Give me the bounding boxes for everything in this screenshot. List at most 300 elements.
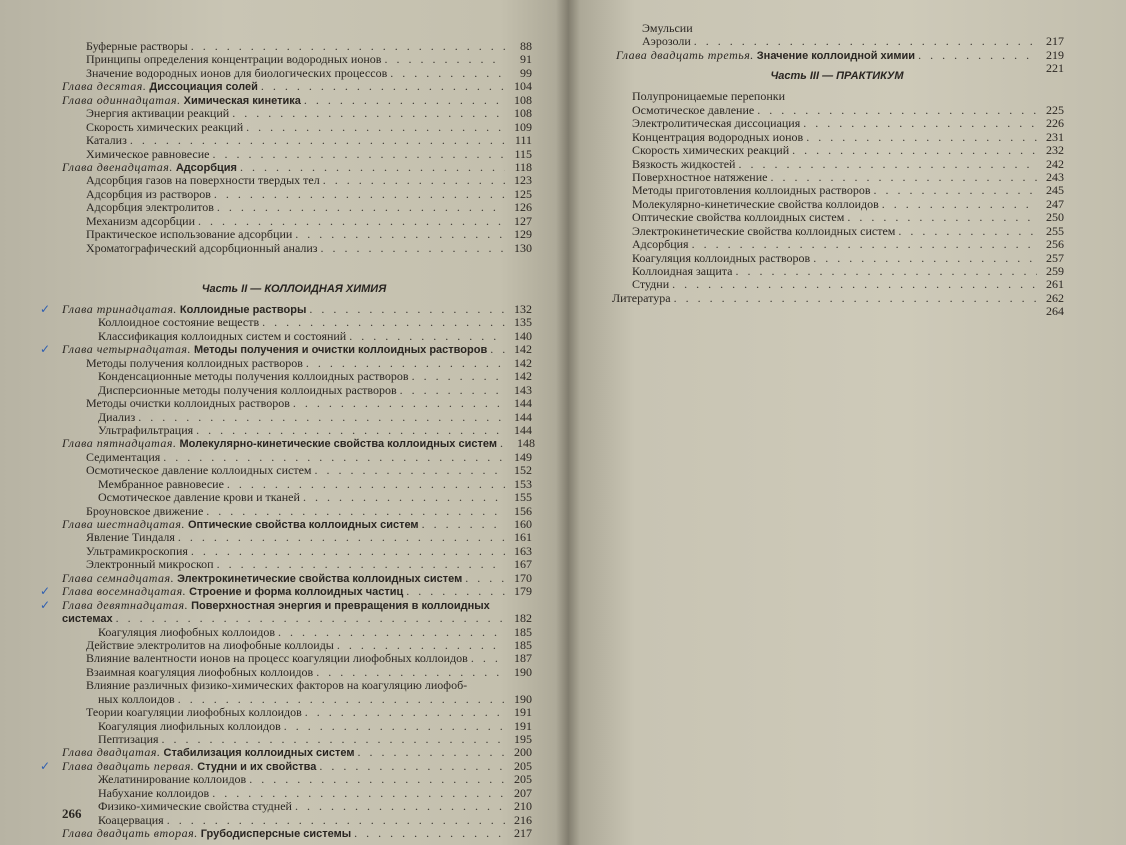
right-table-of-contents: [610, 22, 1064, 319]
toc-page-number: 190: [514, 664, 532, 679]
left-toc-section-part2: [40, 302, 535, 841]
toc-entry-title: Конденсационные методы получения коллоидных растворов: [98, 369, 409, 384]
toc-page-number: 143: [514, 382, 532, 397]
toc-entry[interactable]: [56, 451, 532, 464]
toc-chapter-title: [616, 49, 915, 63]
dot-leader: [321, 242, 505, 255]
toc-entry-title: Аэрозоли: [642, 34, 691, 49]
toc-page-number: 160: [514, 517, 532, 531]
toc-entry[interactable]: [56, 491, 532, 504]
toc-entry-title: Коацервация: [98, 812, 164, 827]
chapter-name: Оптические свойства коллоидных систем: [187, 519, 419, 531]
toc-entry-title: Методы получения коллоидных растворов: [86, 355, 303, 370]
toc-chapter-entry[interactable]: [40, 342, 532, 357]
toc-entry-title: Концентрация водородных ионов: [632, 129, 804, 144]
chapter-prefix: Глава шестнадцатая.: [62, 517, 185, 531]
toc-chapter-entry[interactable]: [40, 584, 532, 599]
toc-entry[interactable]: [56, 370, 532, 383]
toc-entry[interactable]: [56, 397, 532, 410]
chapter-name: Электрокинетические свойства коллоидных систем: [177, 572, 463, 585]
toc-entry[interactable]: [56, 107, 532, 120]
dot-leader: [217, 558, 505, 571]
toc-entry-title: Броуновское движение: [86, 503, 204, 518]
toc-page-number: 135: [514, 315, 532, 330]
dot-leader: [694, 35, 1037, 48]
dot-leader: [349, 330, 505, 343]
toc-page-number: 126: [514, 200, 532, 215]
toc-entry[interactable]: [610, 158, 1064, 171]
toc-entry-title: Действие электролитов на лиофобные коллоиды: [86, 637, 334, 652]
part2-heading: Часть II — КОЛЛОИДНАЯ ХИМИЯ: [201, 283, 387, 295]
toc-page-number: 163: [514, 543, 532, 558]
toc-entry-title: Осмотическое давление крови и тканей: [98, 490, 300, 505]
toc-chapter-entry[interactable]: [56, 94, 532, 107]
toc-page-number: 156: [514, 503, 532, 518]
toc-entry-title: Классификация коллоидных систем и состояний: [98, 328, 347, 343]
dot-leader: [692, 238, 1037, 251]
chapter-name: Химическая кинетика: [183, 94, 301, 107]
toc-chapter-entry[interactable]: [56, 827, 532, 840]
chapter-prefix: Глава семнадцатая.: [62, 570, 175, 585]
toc-page-number: 148: [516, 436, 535, 451]
toc-entry[interactable]: [610, 225, 1064, 238]
toc-entry-title: Влияние валентности ионов на процесс коагуляции лиофобных коллоидов: [86, 651, 468, 666]
dot-leader: [212, 787, 505, 800]
toc-page-number: 259: [1046, 264, 1064, 278]
toc-entry[interactable]: [56, 384, 532, 397]
toc-page-number: 161: [514, 530, 532, 545]
toc-entry-title: системах: [62, 613, 113, 626]
toc-entry[interactable]: [56, 148, 532, 161]
dot-leader: [304, 94, 505, 107]
toc-page-number: 144: [514, 396, 532, 411]
chapter-name: Молекулярно-кинетические свойства коллоидных систем: [179, 438, 497, 451]
dot-leader: [261, 80, 505, 93]
toc-page-number: 129: [514, 227, 532, 242]
dot-leader: [206, 505, 505, 518]
toc-chapter-entry[interactable]: [40, 758, 532, 773]
dot-leader: [167, 814, 505, 827]
toc-entry-title: Хроматографический адсорбционный анализ: [86, 240, 318, 255]
toc-page-number: 226: [1046, 116, 1064, 131]
toc-page-number: 245: [1046, 183, 1064, 198]
toc-entry[interactable]: [56, 330, 532, 343]
toc-entry-title: Мембранное равновесие: [98, 476, 224, 491]
chapter-name: Методы получения и очистки коллоидных растворов: [193, 344, 488, 357]
toc-page-number: 190: [514, 691, 532, 706]
toc-entry[interactable]: [610, 171, 1064, 184]
chapter-prefix: Глава тринадцатая.: [62, 302, 177, 316]
toc-page-number: 115: [514, 146, 532, 161]
toc-entry-title: Методы очистки коллоидных растворов: [86, 396, 290, 411]
toc-chapter-entry[interactable]: [56, 572, 532, 585]
toc-entry-title: Дисперсионные методы получения коллоидных растворов: [98, 382, 397, 397]
toc-entry[interactable]: [56, 357, 532, 370]
toc-page-number: 167: [514, 557, 532, 572]
toc-entry-title: Скорость химических реакций: [86, 119, 244, 134]
toc-entry[interactable]: [56, 720, 532, 733]
chapter-name: Грубодисперсные системы: [200, 828, 352, 841]
dot-leader: [918, 49, 1037, 62]
toc-page-number: 104: [514, 79, 532, 94]
toc-entry-title: ных коллоидов: [98, 691, 175, 706]
toc-page-number: 185: [514, 637, 532, 652]
part3-heading-row: [610, 62, 1064, 90]
part3-heading: Часть III — ПРАКТИКУМ: [770, 70, 904, 83]
dot-leader: [406, 585, 505, 598]
toc-page-number: 153: [514, 476, 532, 491]
dot-leader: [674, 292, 1037, 305]
dot-leader: [227, 478, 505, 491]
toc-page-number: 216: [514, 812, 532, 827]
dot-leader: [316, 666, 505, 679]
toc-entry-title: Скорость химических реакций: [632, 143, 790, 158]
toc-entry[interactable]: [56, 800, 532, 813]
toc-entry-title: Принципы определения концентрации водородных ионов: [86, 52, 382, 67]
dot-leader: [390, 67, 505, 80]
toc-entry[interactable]: [56, 706, 532, 719]
toc-page-number: 91: [520, 52, 532, 67]
toc-chapter-title: [62, 599, 490, 613]
toc-entry[interactable]: [610, 198, 1064, 211]
toc-entry[interactable]: [56, 531, 532, 544]
toc-page-number: 127: [514, 213, 532, 228]
toc-entry-title: Ультрафильтрация: [98, 422, 194, 437]
toc-page-number: 132: [514, 302, 532, 316]
toc-entry-title: Значение водородных ионов для биологических процессов: [86, 65, 388, 80]
toc-entry[interactable]: [56, 478, 532, 491]
dot-leader: [882, 198, 1037, 211]
toc-page-number: 219: [1046, 47, 1064, 62]
toc-chapter-entry[interactable]: [40, 302, 532, 316]
toc-entry[interactable]: [56, 411, 532, 424]
dot-leader: [471, 652, 505, 665]
toc-page-number: 210: [514, 799, 532, 814]
toc-page-number: 231: [1046, 129, 1064, 144]
dot-leader: [178, 531, 505, 544]
toc-entry[interactable]: [56, 733, 532, 746]
dot-leader: [354, 827, 505, 840]
toc-entry[interactable]: [56, 666, 532, 679]
toc-chapter-entry[interactable]: [56, 518, 532, 531]
toc-chapter-entry[interactable]: [56, 436, 535, 451]
dot-leader: [323, 174, 505, 187]
dot-leader: [500, 437, 508, 450]
left-table-of-contents: [40, 39, 535, 841]
dot-leader: [400, 384, 505, 397]
toc-entry-title: Коагуляция коллоидных растворов: [632, 250, 811, 265]
toc-chapter-entry[interactable]: [56, 80, 532, 93]
toc-entry-title: Методы приготовления коллоидных растворов: [632, 183, 871, 198]
chapter-prefix: Глава одиннадцатая.: [62, 92, 181, 107]
toc-entry[interactable]: [56, 505, 532, 518]
toc-entry-title: Пептизация: [98, 732, 159, 746]
dot-leader: [162, 733, 505, 746]
toc-entry-title: Явление Тиндаля: [86, 530, 175, 545]
dot-leader: [384, 53, 505, 66]
toc-chapter-entry[interactable]: [610, 49, 1064, 62]
toc-entry-title: Седиментация: [86, 449, 161, 464]
toc-chapter-entry[interactable]: [40, 597, 532, 612]
toc-entry[interactable]: [610, 104, 1064, 117]
dot-leader: [278, 626, 505, 639]
toc-page-number: 187: [514, 651, 532, 666]
toc-page-number: 264: [1046, 304, 1064, 319]
toc-entry[interactable]: [56, 693, 532, 706]
toc-page-number: 152: [514, 463, 532, 478]
toc-entry[interactable]: [56, 679, 532, 692]
toc-entry-title: Энергия активации реакций: [86, 106, 230, 121]
dot-leader: [319, 760, 505, 773]
dot-leader: [284, 720, 505, 733]
toc-entry-title: Набухание коллоидов: [98, 785, 210, 800]
toc-entry-title: Желатинирование коллоидов: [98, 772, 247, 787]
chapter-prefix: Глава двадцать вторая.: [62, 826, 198, 841]
toc-page-number: 140: [514, 328, 532, 343]
dot-leader: [303, 491, 505, 504]
toc-page-number: 217: [514, 826, 532, 841]
toc-page-number: 221: [1046, 61, 1064, 76]
toc-entry[interactable]: [610, 35, 1064, 48]
dot-leader: [130, 134, 505, 147]
dot-leader: [293, 397, 505, 410]
toc-page-number: 262: [1046, 290, 1064, 305]
dot-leader: [465, 572, 505, 585]
toc-entry[interactable]: [56, 773, 532, 786]
dot-leader: [422, 518, 505, 531]
toc-entry[interactable]: [56, 121, 532, 134]
toc-entry-title: Механизм адсорбции: [86, 213, 195, 228]
toc-page-number: 142: [514, 369, 532, 384]
toc-entry-title: Коагуляция лиофобных коллоидов: [98, 624, 276, 639]
toc-page-number: 155: [514, 490, 532, 505]
toc-entry-title: Коллоидное состояние веществ: [98, 315, 260, 330]
toc-entry[interactable]: [56, 814, 532, 827]
toc-entry-title: Адсорбция из растворов: [86, 186, 211, 201]
toc-entry[interactable]: [56, 639, 532, 652]
toc-entry[interactable]: [56, 201, 532, 214]
right-toc-section-top: [610, 22, 1064, 62]
toc-chapter-entry[interactable]: [56, 161, 532, 174]
toc-page-number: 179: [514, 584, 532, 599]
toc-entry[interactable]: [56, 67, 532, 80]
toc-entry-title: Вязкость жидкостей: [632, 156, 736, 171]
toc-entry[interactable]: [56, 53, 532, 66]
toc-page-number: 257: [1046, 250, 1064, 265]
toc-entry-title: Влияние различных физико-химических факторов на коагуляцию лиофоб-: [86, 678, 468, 693]
dot-leader: [306, 357, 505, 370]
toc-entry[interactable]: [56, 787, 532, 800]
toc-entry-title: Химическое равновесие: [86, 146, 210, 161]
toc-page-number: 243: [1046, 169, 1064, 184]
dot-leader: [116, 612, 505, 625]
toc-entry[interactable]: [56, 228, 532, 241]
toc-page-number: 144: [514, 422, 532, 437]
toc-page-number: 255: [1046, 223, 1064, 238]
toc-entry-title: Эмульсии: [642, 21, 693, 35]
toc-entry[interactable]: [610, 22, 1064, 35]
toc-entry[interactable]: [610, 265, 1064, 278]
toc-entry[interactable]: [56, 558, 532, 571]
dot-leader: [672, 278, 1037, 291]
toc-entry-title: Практическое использование адсорбции: [86, 227, 293, 242]
toc-page-number: 256: [1046, 237, 1064, 252]
dot-leader: [806, 131, 1037, 144]
chapter-name: Диссоциация солей: [149, 81, 258, 94]
page-number: 266: [62, 806, 82, 821]
toc-page-number: 109: [514, 119, 532, 134]
toc-entry[interactable]: [610, 90, 1064, 103]
toc-entry-title: Электрокинетические свойства коллоидных систем: [632, 223, 896, 238]
toc-entry-title: Адсорбция: [632, 237, 689, 252]
toc-entry-title: Студни: [632, 277, 670, 292]
toc-page-number: 200: [514, 745, 532, 760]
dot-leader: [249, 773, 505, 786]
toc-page-number: 182: [514, 611, 532, 626]
toc-page-number: 261: [1046, 277, 1064, 292]
toc-entry-title: Электронный микроскоп: [86, 557, 214, 572]
toc-chapter-title: [62, 827, 351, 841]
toc-entry[interactable]: [610, 131, 1064, 144]
toc-page-number: 118: [514, 159, 532, 174]
toc-page-number: 142: [514, 355, 532, 370]
dot-leader: [874, 184, 1037, 197]
toc-page-number: 170: [514, 570, 532, 585]
checkmark-icon: ✓: [40, 597, 51, 612]
dot-leader: [847, 211, 1037, 224]
dot-leader: [295, 228, 505, 241]
toc-entry[interactable]: [610, 144, 1064, 157]
dot-leader: [232, 107, 505, 120]
toc-entry[interactable]: [56, 215, 532, 228]
toc-entry[interactable]: [56, 316, 532, 329]
chapter-prefix: Глава десятая.: [62, 79, 147, 94]
dot-leader: [178, 693, 505, 706]
dot-leader: [138, 411, 505, 424]
toc-page-number: 225: [1046, 102, 1064, 117]
dot-leader: [213, 148, 506, 161]
dot-leader: [240, 161, 505, 174]
toc-page-number: 185: [514, 624, 532, 639]
toc-entry-title: Буферные растворы: [86, 39, 188, 53]
toc-entry-title: Адсорбция газов на поверхности твердых тел: [86, 173, 320, 188]
toc-entry-title: Адсорбция электролитов: [86, 200, 214, 215]
dot-leader: [309, 303, 505, 316]
toc-entry[interactable]: [56, 612, 532, 625]
toc-entry[interactable]: [56, 134, 532, 147]
toc-entry[interactable]: [610, 252, 1064, 265]
toc-entry[interactable]: [56, 242, 532, 255]
toc-chapter-entry[interactable]: [56, 746, 532, 759]
checkmark-icon: ✓: [40, 758, 51, 773]
toc-entry[interactable]: [56, 424, 532, 437]
toc-entry-title: Ультрамикроскопия: [86, 543, 188, 558]
checkmark-icon: ✓: [40, 302, 51, 316]
toc-entry[interactable]: [56, 652, 532, 665]
toc-entry[interactable]: [610, 184, 1064, 197]
dot-leader: [163, 451, 505, 464]
toc-entry[interactable]: [610, 278, 1064, 291]
dot-leader: [412, 370, 505, 383]
dot-leader: [315, 464, 506, 477]
toc-entry[interactable]: [56, 174, 532, 187]
toc-entry-title: Осмотическое давление коллоидных систем: [86, 463, 312, 478]
dot-leader: [295, 800, 505, 813]
toc-page-number: 108: [514, 92, 532, 107]
toc-page-number: 125: [514, 186, 532, 201]
toc-entry[interactable]: [56, 188, 532, 201]
dot-leader: [792, 144, 1037, 157]
toc-entry-title: Осмотическое давление: [632, 102, 755, 117]
toc-entry[interactable]: [56, 464, 532, 477]
toc-entry-title: Физико-химические свойства студней: [98, 799, 292, 814]
dot-leader: [214, 188, 505, 201]
toc-page-number: 207: [514, 785, 532, 800]
dot-leader: [803, 117, 1037, 130]
chapter-prefix: Глава двадцать третья.: [616, 47, 754, 62]
toc-page-number: 88: [520, 39, 532, 53]
chapter-prefix: Глава четырнадцатая.: [62, 342, 191, 357]
dot-leader: [262, 316, 505, 329]
dot-leader: [898, 225, 1037, 238]
dot-leader: [770, 171, 1037, 184]
toc-last-page-row: [610, 305, 1064, 318]
toc-entry[interactable]: [56, 40, 532, 53]
dot-leader: [813, 252, 1037, 265]
toc-page-number: 232: [1046, 143, 1064, 158]
dot-leader: [198, 215, 505, 228]
toc-entry[interactable]: [610, 238, 1064, 251]
toc-entry[interactable]: [610, 292, 1064, 305]
checkmark-icon: ✓: [40, 342, 51, 357]
toc-page-number: 205: [514, 772, 532, 787]
toc-entry-title: Диализ: [98, 409, 136, 424]
toc-page-number: 111: [514, 133, 532, 148]
chapter-name: Студни и их свойства: [197, 760, 317, 773]
dot-leader: [757, 104, 1037, 117]
dot-leader: [337, 639, 505, 652]
left-toc-section-top: [56, 40, 532, 255]
chapter-name: Стабилизация коллоидных систем: [163, 747, 355, 760]
chapter-prefix: Глава двадцатая.: [62, 745, 161, 760]
toc-page-number: 247: [1046, 196, 1064, 211]
book-gutter: [556, 0, 580, 845]
toc-entry-title: Катализ: [86, 133, 127, 148]
dot-leader: [246, 121, 505, 134]
toc-entry[interactable]: [610, 211, 1064, 224]
toc-entry[interactable]: [56, 545, 532, 558]
toc-page-number: 149: [514, 449, 532, 464]
checkmark-icon: ✓: [40, 584, 51, 599]
chapter-prefix: Глава девятнадцатая.: [62, 597, 189, 612]
dot-leader: [358, 746, 505, 759]
toc-entry-title: Коллоидная защита: [632, 264, 733, 278]
dot-leader: [191, 545, 505, 558]
toc-entry-title: Коагуляция лиофильных коллоидов: [98, 718, 281, 733]
chapter-name: Поверхностная энергия и превращения в коллоидных: [191, 599, 490, 612]
toc-entry-title: Поверхностное натяжение: [632, 169, 768, 184]
toc-page-number: 123: [514, 173, 532, 188]
toc-page-number: 191: [514, 718, 532, 733]
toc-entry[interactable]: [610, 117, 1064, 130]
toc-page-number: 250: [1046, 210, 1064, 225]
toc-entry-title: Литература: [612, 290, 671, 305]
chapter-name: Значение коллоидной химии: [756, 49, 916, 62]
dot-leader: [191, 40, 505, 53]
dot-leader: [735, 265, 1037, 278]
dot-leader: [217, 201, 505, 214]
toc-entry[interactable]: [56, 626, 532, 639]
